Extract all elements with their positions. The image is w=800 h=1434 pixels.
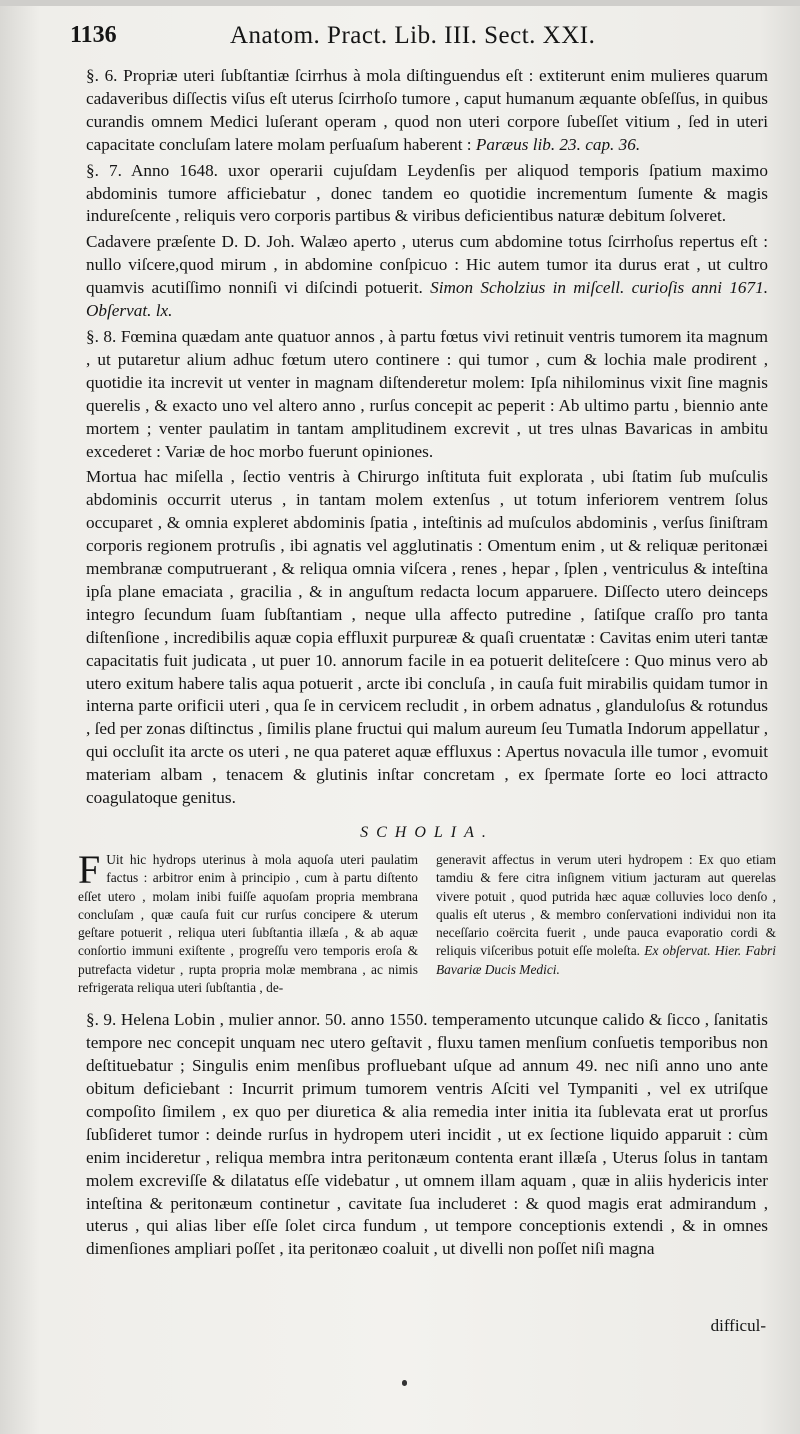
top-shadow xyxy=(0,0,800,6)
paragraph-7 xyxy=(86,160,768,229)
page-header xyxy=(70,22,770,62)
paragraph-text: §. 6. Propriæ uteri ſubſtantiæ ſcirrhus à mola diſtinguendus eſt : extiterunt enim mulieres quarum cadaveribus diſſectis viſus eſt uterus ſcirrhoſo tumore , caput humanum æquante obſeſſus, in quibus curandis omnem Medici luſerant operam , quod non uteri corpore ſubeſſet vitium , ſed in uteri capacitate concluſam latere molam perſuaſum haberent : xyxy=(86,66,768,154)
paragraph-6 xyxy=(86,65,768,157)
scholia-reference: Ex obſervat. Hier. Fabri Bavariæ Ducis Medici. xyxy=(436,943,776,977)
reference: Paræus lib. 23. cap. 36. xyxy=(475,134,641,154)
ink-speck xyxy=(402,1380,407,1386)
paragraph-7-continued xyxy=(86,231,768,323)
paragraph-9 xyxy=(86,1009,768,1261)
paragraph-8-continued xyxy=(86,466,768,810)
scholia-title: SCHOLIA. xyxy=(360,824,494,841)
drop-cap: F xyxy=(78,846,101,892)
running-head: Anatom. Pract. Lib. III. Sect. XXI. xyxy=(230,22,596,49)
reference: Simon Scholzius in miſcell. curioſis anni 1671. Obſervat. lx. xyxy=(86,278,768,321)
paragraph-text: §. 7. Anno 1648. uxor operarii cujuſdam Leydenſis per aliquod temporis ſpatium maximo abdominis tumore afficiebatur , donec tandem eo quotidie incrementum ſumente & magis indureſcente , reliquis vero corporis partibus & viribus deficientibus naturæ debitum ſolveret. xyxy=(86,160,768,226)
scholia-block xyxy=(78,846,776,997)
paragraph-text: Mortua hac miſella , ſectio ventris à Chirurgo inſtituta fuit explorata , ubi ſtatim ſub muſculis abdominis occurrit uterus , in tantam molem extenſus , ut totum inferiorem ventrem ſolus occuparet , & omnia expleret abdominis ſpatia , inteſtinis ad muſculos abdominis , verſus ſiniſtram corporis regionem protruſis , ibi agnatis vel agglutinatis : Omentum enim , ut & reliquæ peritonæi membranæ computruerant , & reliqua omnia viſcera , renes , hepar , ſplen , ventriculus & inteſtina ipſa plane emaciata , gracilia , & in anguſtum redacta locum apparuere. Diſſecto utero deinceps integro ſecundum ſuam ſubſtantiam , neque ulla affecto putredine , ſatiſque craſſo pro tanta diſtenſione , incredibilis aquæ copia effluxit purpureæ & quaſi cruentatæ : Cavitas enim uteri tantæ capacitatis fuit judicata , ut puer 10. annorum facile in ea potuerit deliteſcere : Quo minus vero ab utero exitum habere talis aqua potuerit , arcte ibi concluſa , in cauſa fuit mirabilis quidam tumor in interna parte orificii uteri , qua ſe in cervicem recludit , in orbem adnatus , glanduloſus & rotundus , ſed per zonas diſtinctus , ſimilis plane fructui qui malum aureum ſeu Tumatla Indorum appellatur , qui occluſit ita arcte os uteri , ne qua pateret aquæ effluxus : Apertus novacula ille tumor , evomuit materiam albam , tenacem & glutinis inſtar concretam , ex ſpermate ſorte eo loci attracto coagulatoque genitus. xyxy=(86,467,768,808)
paragraph-text: §. 9. Helena Lobin , mulier annor. 50. anno 1550. temperamento utcunque calido & ſicco , ſanitatis tempore nec concepit unquam nec utero geſtavit , fluxu tamen menſium conſuetis temporibus non deſtituebatur ; Singulis enim menſibus profluebant uſque ad annum 49. nec niſi anno uno ante obitum deficiebant : Incurrit primum tumorem ventris Aſciti vel Tympaniti , vel ex utriſque compoſito ſimilem , ex quo per diuretica & alia remedia inter initia ita ſublevata erat ut prorſus ſubſideret tumor : deinde rurſus in hydropem uteri incidit , ut ex ſectione liquido apparuit : cùm enim incideretur , reliqua membra intra peritonæum contenta erant illæſa , Uterus ſolus in tantam molem excreviſſe & dilatatus eſſe videbatur , ut omnem illam aquam , quæ in aliis hydericis inter inteſtina & peritonæum continetur , cavitate ſua includeret : & quod magis erat admirandum , uterus , qui alias liber eſſe ſolet circa fundum , ut tempore conceptionis extendi , & in omnes dimenſiones ampliari poſſet , ita peritonæo coaluit , ut divelli non poſſet niſi magna xyxy=(86,1010,768,1259)
scholia-right-text: generavit affectus in verum uteri hydropem : Ex quo etiam tamdiu & fere citra inſignem vitium jacturam aut querelas vivere potuit , quod putrida hæc aquæ colluvies loco denſo , qualis eſt uterus , & membro conſervationi individui non ita neceſſario coërcita fuerit , unde pauca evaporatio cordi & reliquis viſceribus potuit eſſe moleſta. xyxy=(436,851,776,959)
scholia-left-column xyxy=(78,846,418,997)
scholia-right-column xyxy=(436,851,776,997)
scholia-left-text: Uit hic hydrops uterinus à mola aquoſa uteri paulatim factus : arbitror enim à principio , cum à partu diſtento eſſet utero , molam inibi fuiſſe aquoſam propria membrana concluſam , quæ cauſa fuit cur rurſus concipere & uterum geſtare potuerit , reliqua uteri ſubſtantia illæſa , & ab aquæ conſortio immuni exiſtente , progreſſu vero temporis eroſa & putrefacta videtur , rupta propria molæ membrana , ac nimis refrigerata reliqua uteri ſubſtantia , de- xyxy=(78,851,418,995)
paragraph-text: Cadavere præſente D. D. Joh. Walæo aperto , uterus cum abdomine totus ſcirrhoſus repertus eſt : nullo viſcere,quod mirum , in abdomine conſpicuo : Hic autem tumor ita durus erat , ut cultro quamvis acutiſſimo nonniſi vi diſcindi potuerit. xyxy=(86,232,768,298)
main-text xyxy=(78,65,776,1264)
paragraph-text: §. 8. Fœmina quædam ante quatuor annos , à partu fœtus vivi retinuit ventris tumorem ita magnum , ut putaretur alium adhuc fœtum utero continere : qui tumor , cum & lochia male prodirent , quotidie ita increvit ut venter in magnam diſtenderetur molem: Ipſa nihilominus vixit ſine magnis querelis , & exacto uno vel altero anno , rurſus concepit ac peperit : Ab ultimo partu , biennio ante mortem ; venter paulatim in tantam amplitudinem excrevit , ut tres ulnas Bavaricas in ambitu excederet : Variæ de hoc morbo fuerunt opiniones. xyxy=(86,326,768,461)
page-number: 1136 xyxy=(70,22,117,48)
catchword: difficul- xyxy=(710,1316,766,1335)
paragraph-8 xyxy=(86,326,768,463)
